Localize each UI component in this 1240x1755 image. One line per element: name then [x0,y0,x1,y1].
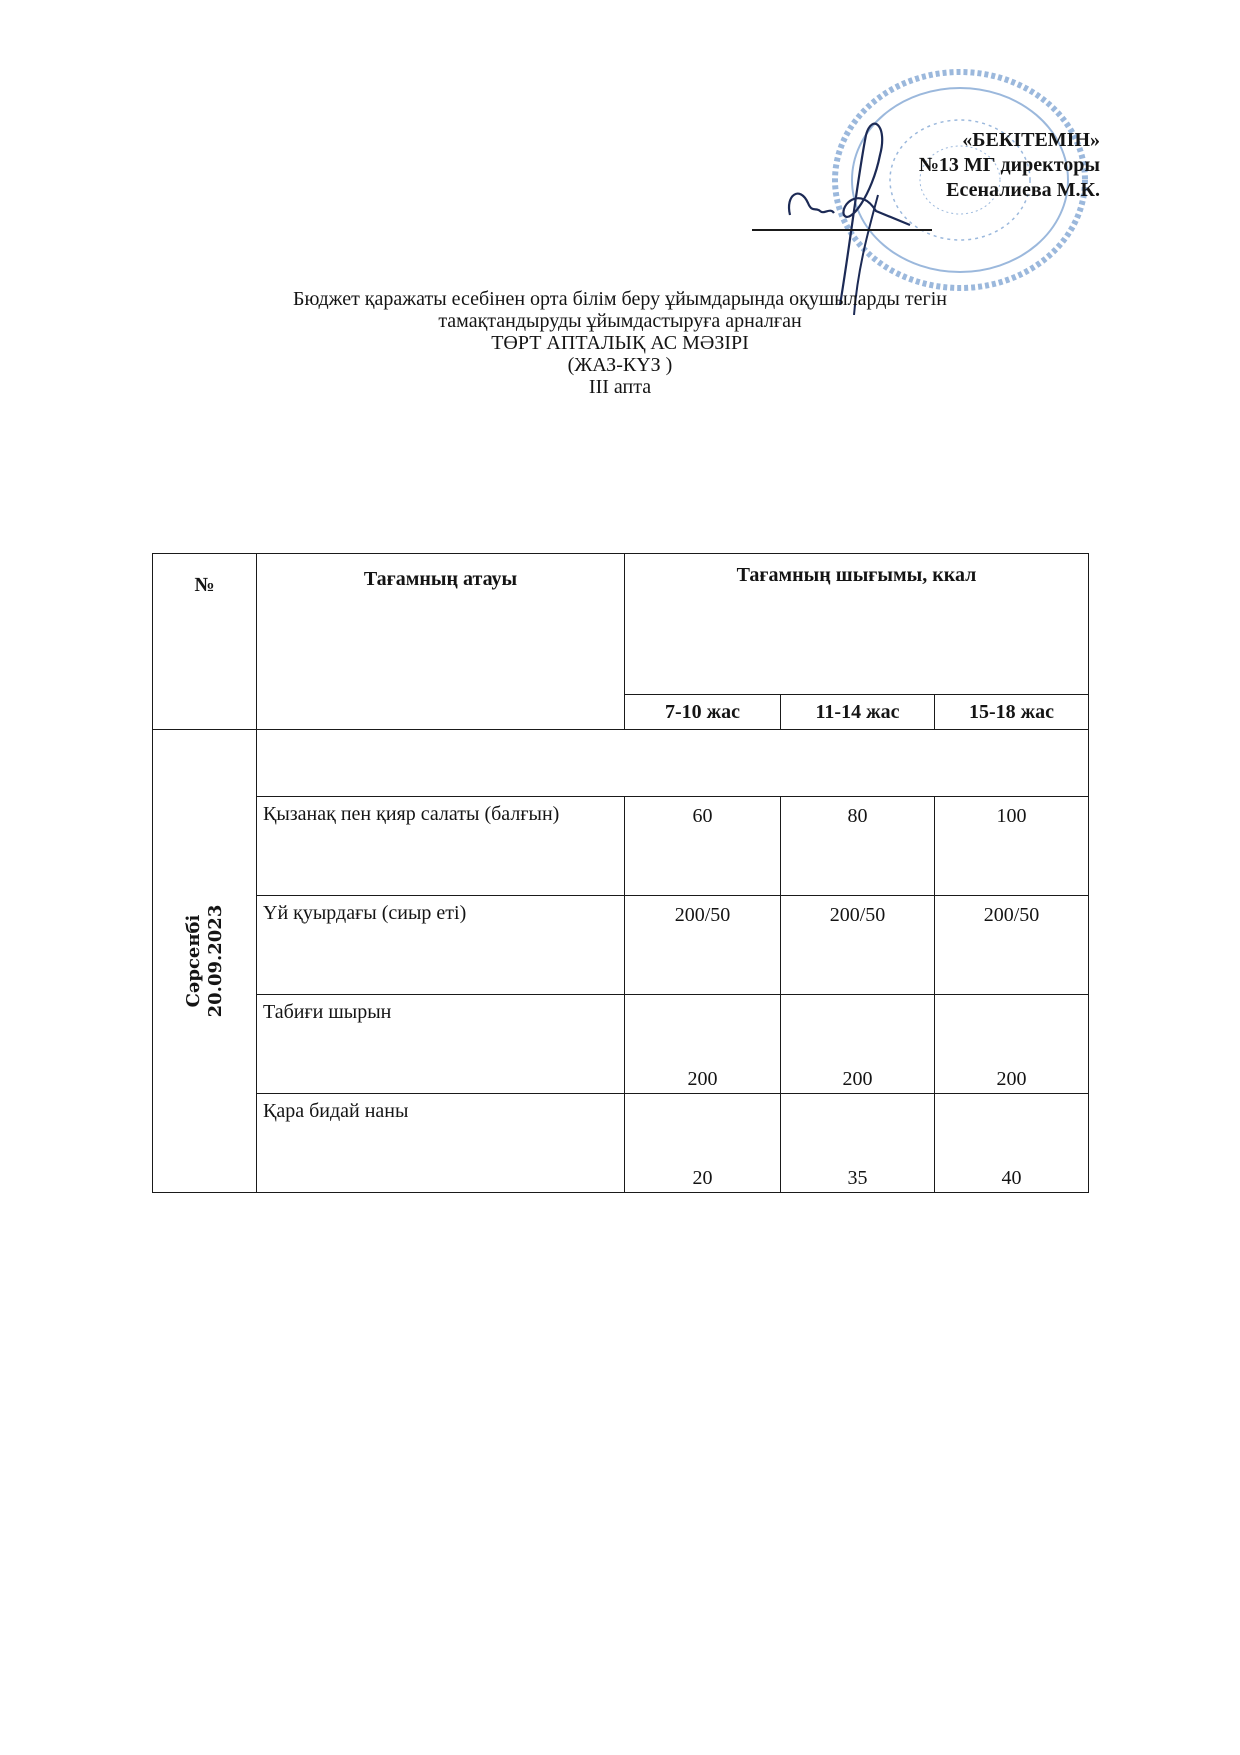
approval-name: Есеналиева М.К. [946,179,1100,201]
approval-block [880,128,1100,203]
value-15-18: 200/50 [935,896,1089,995]
title-line-5: III апта [588,376,652,398]
day-weekday: Сәрсенбі [182,914,204,1008]
value-11-14: 80 [781,797,935,896]
day-date: 20.09.2023 [204,904,226,1018]
title-line-4: (ЖАЗ-КҮЗ ) [567,354,673,376]
menu-table [152,553,1089,1193]
meal-spacer-row [153,730,1089,797]
value-7-10: 60 [625,797,781,896]
dish-name: Үй қуырдағы (сиыр еті) [257,896,625,995]
approval-heading: «БЕКІТЕМІН» [962,129,1100,151]
title-line-2: тамақтандыруды ұйымдастыруға арналған [438,310,802,332]
value-15-18: 100 [935,797,1089,896]
title-line-1: Бюджет қаражаты есебінен орта білім беру ұйымдарында оқушыларды тегін [293,288,947,310]
header-age-11-14: 11-14 жас [781,695,935,730]
day-label [183,905,227,1018]
dish-name: Қара бидай наны [257,1094,625,1193]
value-11-14: 200 [781,995,935,1094]
header-row [153,554,1089,695]
header-number: № [153,554,257,730]
value-7-10: 200 [625,995,781,1094]
value-11-14: 35 [781,1094,935,1193]
header-output: Тағамның шығымы, ккал [625,554,1089,695]
table-row [153,896,1089,995]
signature-line [752,229,932,231]
spacer-cell [257,730,1089,797]
approval-position: №13 МГ директоры [918,154,1100,176]
table-row [153,1094,1089,1193]
header-age-15-18: 15-18 жас [935,695,1089,730]
title-line-3: ТӨРТ АПТАЛЫҚ АС МӘЗІРІ [491,332,749,354]
header-dish-name: Тағамның атауы [257,554,625,730]
value-7-10: 200/50 [625,896,781,995]
document-title [180,288,1060,398]
value-7-10: 20 [625,1094,781,1193]
table-row [153,797,1089,896]
day-cell [153,730,257,1193]
value-15-18: 200 [935,995,1089,1094]
value-15-18: 40 [935,1094,1089,1193]
header-age-7-10: 7-10 жас [625,695,781,730]
value-11-14: 200/50 [781,896,935,995]
dish-name: Табиғи шырын [257,995,625,1094]
dish-name: Қызанақ пен қияр салаты (балғын) [257,797,625,896]
table-row [153,995,1089,1094]
